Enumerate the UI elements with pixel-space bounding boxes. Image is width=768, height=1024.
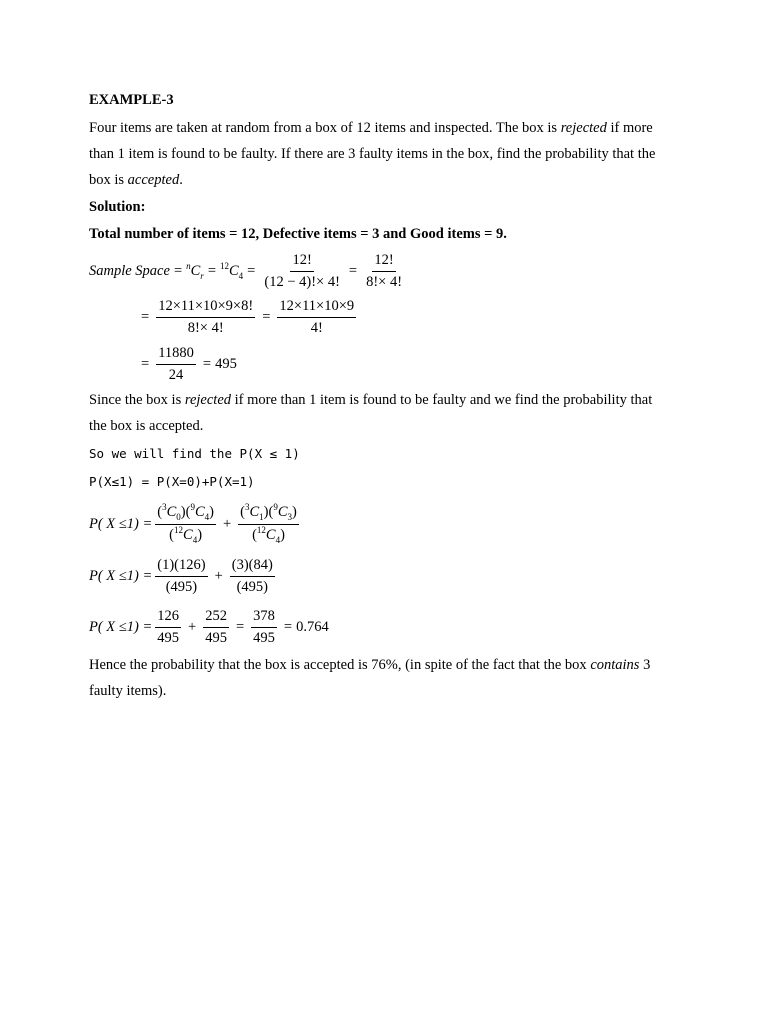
totals-line: Total number of items = 12, Defective items = 3 and Good items = 9. [89,226,507,242]
since-line-2: the box is accepted. [89,418,204,434]
ncr-term: $^nC_r$ [186,261,204,281]
rejected-word: rejected [560,120,607,136]
term-1-fraction: $\frac{(1)(126)}{(495)}$ [157,557,206,595]
term-2-fraction: $\frac{(3)(84)}{(495)}$ [231,557,273,595]
sample-space-step-2: = $\frac{12\times 11\times 10\times 9\times 8!}{8!\times 4!}$ = $\frac{12\times 11\times 10\times 9}{4!}$ [141,298,355,336]
probability-equation-3: P( X ≤1) = $\frac{126}{495}$ + $\frac{252}{495}$ = $\frac{378}{495}$ = 0.764 [89,608,329,646]
problem-text: box is [89,172,128,188]
fraction-4: $\frac{12\times 11\times 10\times 9}{4!}$ [279,298,355,336]
accepted-word: accepted [127,172,180,188]
term-1-fraction: $\frac{(^3C_0)(^9C_4)}{(^{12}C_4)}$ [157,502,214,545]
term-2-fraction: $\frac{(^3C_1)(^9C_3)}{(^{12}C_4)}$ [240,502,297,545]
equation-lhs: P( X ≤1) = [89,568,153,584]
contains-word: contains [590,657,640,673]
problem-line-3 [89,172,183,189]
term-1-fraction: $\frac{126}{495}$ [157,608,179,646]
conclusion-line-2: faulty items). [89,683,167,699]
sample-space-equation: Sample Space = $^nC_r$ = $^{12}C_4$ = $\frac{12!}{(12 - 4)!\times 4!}$ = $\frac{12!}{8!\times 4!}$ [89,252,403,290]
problem-text: . [179,172,183,188]
probability-result: 0.764 [296,619,329,635]
example-title: EXAMPLE-3 [89,92,174,108]
sample-space-label: Sample Space [89,263,170,279]
problem-text: Four items are taken at random from a box of 12 items and inspected. The box is [89,120,561,136]
conclusion-line-1: Hence the probability that the box is accepted is 76%, (in spite of the fact that the box contains 3 [89,657,651,673]
so-find-line: So we will find the P(X ≤ 1) [89,446,300,461]
term-2-fraction: $\frac{252}{495}$ [205,608,227,646]
sample-space-step-3: = $\frac{11880}{24}$ = 495 [141,345,237,383]
sample-space-result: 495 [215,356,237,372]
fraction-5: $\frac{11880}{24}$ [158,345,194,383]
probability-equation-2: P( X ≤1) = $\frac{(1)(126)}{(495)}$ + $\frac{(3)(84)}{(495)}$ [89,557,273,595]
solution-label: Solution: [89,199,146,215]
12c4-term: $^{12}C_4$ [220,261,244,281]
since-line-1: Since the box is rejected if more than 1 item is found to be faulty and we find the probability that [89,392,653,408]
probability-equation-1: P( X ≤1) = $\frac{(^3C_0)(^9C_4)}{(^{12}C_4)}$ + $\frac{(^3C_1)(^9C_3)}{(^{12}C_4)}$ [89,502,297,545]
problem-line-1 [89,120,653,137]
fraction-2: $\frac{12!}{8!\times 4!}$ [366,252,403,290]
sum-fraction: $\frac{378}{495}$ [253,608,275,646]
rejected-word: rejected [184,392,232,408]
probability-sum-line: P(X≤1) = P(X=0)+P(X=1) [89,474,255,489]
problem-text: if more [606,120,653,136]
equation-lhs: P( X ≤1) = [89,516,153,532]
problem-line-2: than 1 item is found to be faulty. If there are 3 faulty items in the box, find the probability that the [89,146,656,162]
equation-lhs: P( X ≤1) = [89,619,153,635]
fraction-1: $\frac{12!}{(12 - 4)!\times 4!}$ [264,252,340,290]
fraction-3: $\frac{12\times 11\times 10\times 9\times 8!}{8!\times 4!}$ [158,298,254,336]
